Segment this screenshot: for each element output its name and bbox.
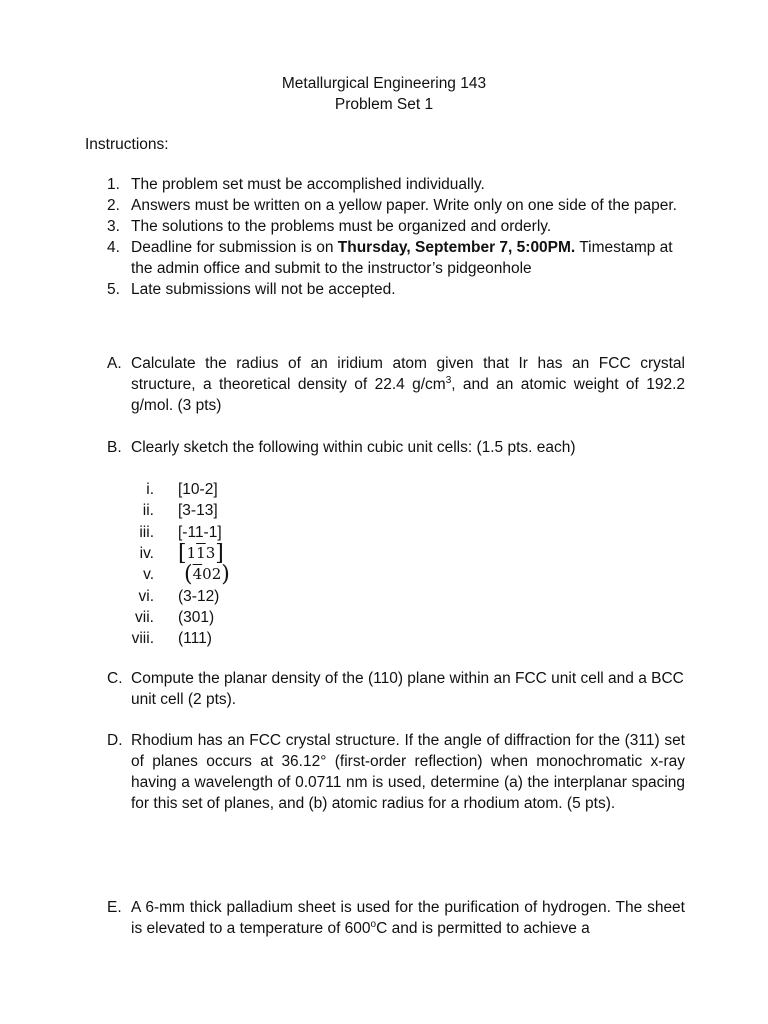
instruction-text: Late submissions will not be accepted. — [131, 281, 396, 298]
problem-text: Clearly sketch the following within cubic unit cells: (1.5 pts. each) — [131, 439, 576, 456]
problem-a-text-after: , and an atomic weight of 192.2 g/mol. (3 pts) — [131, 376, 686, 414]
problem-letter: D. — [107, 732, 123, 749]
list-item — [108, 500, 230, 521]
problem-text — [131, 897, 685, 939]
bracket-open: [ — [178, 541, 187, 567]
roman-numeral: v. — [143, 566, 154, 584]
problem-letter: A. — [107, 355, 122, 372]
list-item — [108, 522, 230, 543]
index-digit-bar: 1 — [196, 544, 206, 563]
roman-numeral: viii. — [131, 630, 154, 648]
instruction-item — [107, 279, 685, 300]
list-item — [108, 562, 230, 588]
problem-d — [107, 730, 685, 814]
miller-indices-list — [108, 479, 230, 649]
course-title: Metallurgical Engineering 143 — [281, 75, 487, 92]
problem-text: Compute the planar density of the (110) plane within an FCC unit cell and a BCC unit cell (2 pts). — [131, 670, 684, 708]
instruction-item — [107, 216, 685, 237]
instruction-number: 3. — [107, 218, 120, 235]
index-digit: 3 — [205, 544, 216, 563]
problem-letter: E. — [107, 899, 122, 916]
miller-index: (3-12) — [178, 587, 220, 605]
problem-a — [107, 353, 685, 416]
superscript: 3 — [445, 374, 452, 386]
roman-numeral: iv. — [139, 545, 154, 563]
document-header — [0, 73, 768, 115]
instruction-text — [131, 237, 685, 279]
instruction-text: The problem set must be accomplished individually. — [131, 176, 485, 193]
roman-numeral: iii. — [139, 523, 154, 541]
problem-a-text-before: Calculate the radius of an iridium atom given that Ir has an FCC crystal structure, a theoretical density of 22.4 g/cm — [131, 355, 685, 393]
instruction-item — [107, 237, 685, 279]
deadline-text-before: Deadline for submission is on — [131, 239, 338, 256]
instruction-text: Answers must be written on a yellow paper. Write only on one side of the paper. — [131, 197, 677, 214]
paren-close: ) — [221, 562, 230, 588]
roman-numeral: i. — [146, 481, 154, 499]
problem-text — [131, 353, 685, 416]
miller-index — [178, 541, 224, 567]
roman-numeral: ii. — [142, 502, 154, 520]
instructions-heading: Instructions: — [85, 136, 169, 153]
list-item — [108, 628, 230, 649]
problem-e — [107, 897, 685, 939]
instruction-number: 5. — [107, 281, 120, 298]
problem-letter: B. — [107, 439, 122, 456]
index-digit-bar: 4 — [192, 565, 203, 584]
problem-letter: C. — [107, 670, 123, 687]
list-item — [108, 541, 230, 567]
instruction-text: The solutions to the problems must be organized and orderly. — [131, 218, 552, 235]
roman-numeral: vii. — [135, 608, 154, 626]
superscript: o — [370, 918, 377, 930]
miller-index: [-11-1] — [178, 523, 222, 541]
miller-index — [178, 562, 230, 588]
miller-index: (301) — [178, 608, 215, 626]
bracket-close: ] — [215, 541, 224, 567]
list-item — [108, 479, 230, 500]
deadline-text-after: Timestamp at the admin office and submit to the instructor’s pidgeonhole — [131, 239, 673, 277]
problem-b — [107, 437, 685, 458]
index-digit: 1 — [186, 544, 197, 563]
list-item — [108, 585, 230, 606]
instructions-list — [107, 174, 685, 300]
problem-c — [107, 668, 685, 710]
problem-set-title: Problem Set 1 — [334, 96, 434, 113]
index-digit: 2 — [211, 565, 222, 584]
miller-index: (111) — [178, 630, 212, 648]
problem-e-text-before: A 6-mm thick palladium sheet is used for the purification of hydrogen. The sheet is elevated to a temperature of 600 — [131, 899, 685, 937]
roman-numeral: vi. — [138, 587, 154, 605]
list-item — [108, 607, 230, 628]
instruction-number: 2. — [107, 197, 120, 214]
miller-index: [10-2] — [178, 481, 218, 499]
problem-text: Rhodium has an FCC crystal structure. If the angle of diffraction for the (311) set of planes occurs at 36.12° (first-order reflection) when monochromatic x-ray having a wavelength of 0.0711 nm is used, determine (a) the interplanar spacing for this set of planes, and (b) atomic radius for a rhodium atom. (5 pts). — [131, 732, 685, 812]
miller-index: [3-13] — [178, 502, 218, 520]
deadline-date: Thursday, September 7, 5:00PM. — [337, 239, 576, 256]
paren-open: ( — [184, 562, 193, 588]
index-digit: 0 — [202, 565, 212, 584]
instruction-item — [107, 195, 685, 216]
instruction-number: 4. — [107, 239, 120, 256]
instruction-item — [107, 174, 685, 195]
instruction-number: 1. — [107, 176, 120, 193]
problem-e-text-after: C and is permitted to achieve a — [376, 920, 590, 937]
